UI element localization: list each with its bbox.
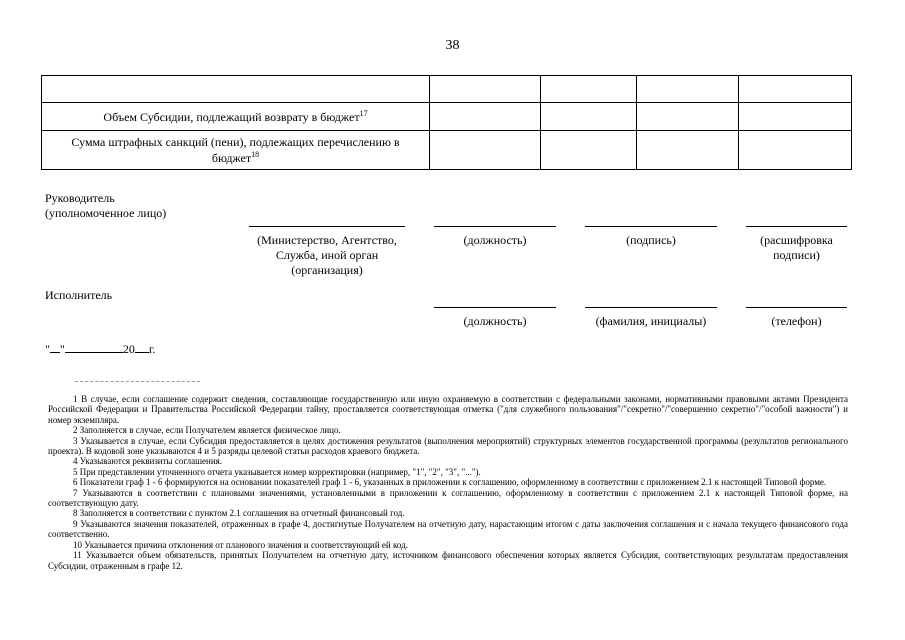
- signature-line: [249, 226, 405, 227]
- footnote-2: 2 Заполняется в случае, если Получателем является физическое лицо.: [73, 425, 341, 436]
- footnote-11: 11 Указывается объем обязательств, принятых Получателем на отчетную дату, источником финансового обеспечения которых является Субсидия, соответствующих результатам предоставления Субсидии, отраженным в графе 12.: [48, 550, 848, 571]
- exec-caption-position: (должность): [463, 314, 527, 328]
- table-cell: [430, 103, 541, 131]
- date-line: " " 20 г.: [45, 342, 156, 356]
- table-cell: [541, 103, 637, 131]
- table-row: [42, 131, 852, 170]
- table-cell: [541, 131, 637, 170]
- table-cell: [739, 131, 852, 170]
- footnote-9: 9 Указываются значения показателей, отраженных в графе 4, достигнутые Получателем на отчетную дату, нарастающим итогом с даты заключения соглашения и с начала текущего финансового года соответственно.: [48, 518, 848, 540]
- head-label-sub: (уполномоченное лицо): [45, 206, 167, 220]
- table-cell: [430, 76, 541, 103]
- signature-line: [746, 226, 847, 227]
- table-cell: [541, 76, 637, 103]
- footnote-6: 6 Показатели граф 1 - 6 формируются на основании показателей граф 1 - 6, указанных в приложении к соглашению, оформленному в соответствии с приложением 2.1 к настоящей Типовой форме.: [73, 477, 827, 488]
- table-row: [42, 76, 852, 103]
- page-number: 38: [445, 38, 460, 53]
- footnote-5: 5 При представлении уточненного отчета указывается номер корректировки (например, "1", "2", "3", "...").: [73, 466, 481, 477]
- footnotes: [48, 394, 848, 571]
- executor-line: [585, 307, 717, 308]
- executor-label: Исполнитель: [45, 288, 113, 302]
- executor-line: [746, 307, 847, 308]
- caption-decoding: (расшифровка подписи): [760, 233, 833, 262]
- table-row: [42, 103, 852, 131]
- executor-line: [434, 307, 556, 308]
- head-label: Руководитель: [45, 191, 115, 205]
- caption-organization: (Министерство, Агентство, Служба, иной орган (организация): [257, 233, 397, 277]
- footnote-separator: [75, 381, 200, 382]
- footnote-4: 4 Указываются реквизиты соглашения.: [73, 456, 223, 467]
- row-label-refund: Объем Субсидии, подлежащий возврату в бюджет$^{17}$: [42, 103, 430, 131]
- table-cell: [637, 103, 739, 131]
- footnote-3: 3 Указывается в случае, если Субсидия предоставляется в целях достижения результатов (выполнения мероприятий) структурных элементов государственной программы (результатов регионального проекта). В кодовой зоне указываются 4 и 5 разряды целевой статьи расходов краевого бюджета.: [48, 435, 848, 457]
- signature-line: [434, 226, 556, 227]
- footnote-ref: 18: [251, 149, 260, 159]
- caption-signature: (подпись): [626, 233, 676, 247]
- footnote-8: 8 Заполняется в соответствии с пунктом 2.1 соглашения на отчетный финансовый год.: [73, 508, 405, 519]
- exec-caption-phone: (телефон): [771, 314, 822, 328]
- table-cell: [637, 76, 739, 103]
- footnote-10: 10 Указывается причина отклонения от планового значения и соответствующий ей код.: [73, 539, 408, 550]
- table-cell: [430, 131, 541, 170]
- table-cell: [42, 76, 430, 103]
- refund-table: [41, 75, 852, 170]
- footnote-7: 7 Указываются в соответствии с плановыми значениями, установленными в приложении к соглашению, оформленному в соответствии с приложением 2.1 к настоящей Типовой форме, на соответствующую дату.: [48, 487, 848, 509]
- signature-line: [585, 226, 717, 227]
- footnote-ref: 17: [359, 108, 368, 118]
- table-cell: [739, 76, 852, 103]
- exec-caption-name: (фамилия, инициалы): [595, 314, 707, 328]
- table-cell: [739, 103, 852, 131]
- row-label-penalties: Сумма штрафных санкций (пени), подлежащих перечислению в бюджет$^{18}$: [42, 131, 430, 170]
- table-cell: [637, 131, 739, 170]
- footnote-1: 1 В случае, если соглашение содержит сведения, составляющие государственную или иную охраняемую в соответствии с федеральными законами, нормативными правовыми актами Президента Российской Федерации и Правительства Российской Федерации тайну, проставляется соответствующая отметка ("для служебного пользования"/"секретно"/"совершенно секретно"/"особой важности") и номер экземпляра.: [48, 394, 848, 425]
- caption-position: (должность): [463, 233, 527, 247]
